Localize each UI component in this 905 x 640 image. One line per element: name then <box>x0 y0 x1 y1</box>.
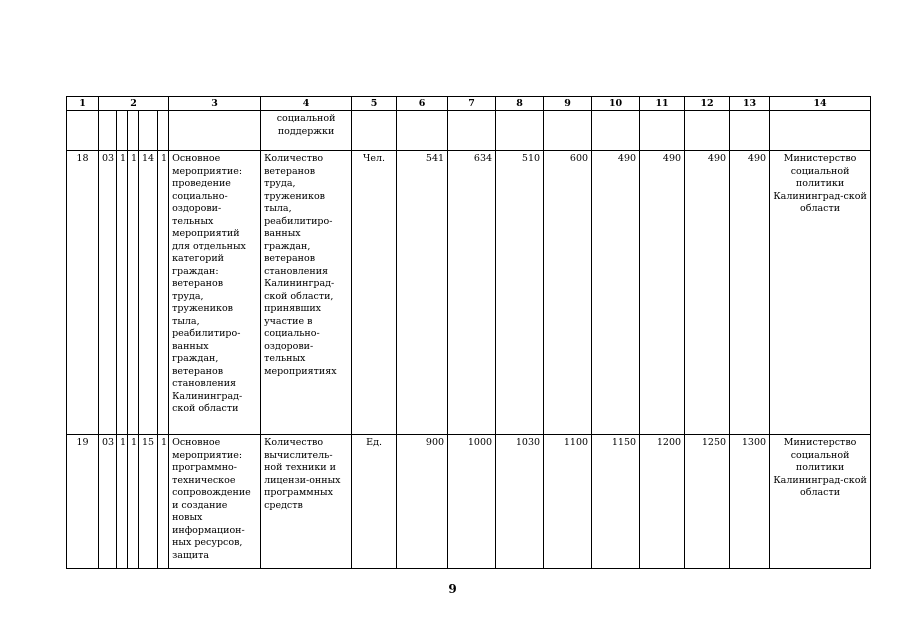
unit-cell: Ед. <box>352 435 397 569</box>
value-cell: 490 <box>685 151 730 435</box>
indicator-cell: социальной поддержки <box>261 111 352 151</box>
code-cell: 1 <box>128 151 139 435</box>
indicator-table <box>66 96 871 569</box>
code-cell: 1 <box>158 435 169 569</box>
code-cell: 1 <box>128 435 139 569</box>
table-row <box>67 435 871 569</box>
row-number: 19 <box>67 435 99 569</box>
header-cell: 7 <box>448 97 496 111</box>
value-cell: 1000 <box>448 435 496 569</box>
event-cell: Основное мероприятие: программно-техническое сопровождение и создание новых информацион-ных ресурсов, защита <box>169 435 261 569</box>
code-cell: 03 <box>99 151 117 435</box>
header-cell: 5 <box>352 97 397 111</box>
table-row <box>67 151 871 435</box>
code-cell: 1 <box>117 435 128 569</box>
unit-cell: Чел. <box>352 151 397 435</box>
header-cell: 3 <box>169 97 261 111</box>
value-cell: 1200 <box>640 435 685 569</box>
page-number: 9 <box>448 582 457 596</box>
header-cell: 14 <box>770 97 871 111</box>
header-cell: 10 <box>592 97 640 111</box>
value-cell: 1100 <box>544 435 592 569</box>
executor-cell: Министерство социальной политики Калининград-ской области <box>770 435 871 569</box>
value-cell: 1250 <box>685 435 730 569</box>
code-cell: 15 <box>139 435 158 569</box>
value-cell: 900 <box>397 435 448 569</box>
indicator-cell: Количество ветеранов труда, тружеников тыла, реабилитиро-ванных граждан, ветеранов становления Калининград-ской области, принявших участие в социально-оздорови-тельных мероприятиях <box>261 151 352 435</box>
value-cell: 490 <box>730 151 770 435</box>
header-cell: 9 <box>544 97 592 111</box>
header-cell: 8 <box>496 97 544 111</box>
row-number: 18 <box>67 151 99 435</box>
indicator-cell: Количество вычислитель-ной техники и лицензи-онных программных средств <box>261 435 352 569</box>
value-cell: 541 <box>397 151 448 435</box>
header-cell: 1 <box>67 97 99 111</box>
header-cell: 6 <box>397 97 448 111</box>
header-cell: 13 <box>730 97 770 111</box>
header-cell: 4 <box>261 97 352 111</box>
executor-cell: Министерство социальной политики Калининград-ской области <box>770 151 871 435</box>
value-cell: 510 <box>496 151 544 435</box>
value-cell: 490 <box>592 151 640 435</box>
continuation-row <box>67 111 871 151</box>
header-cell: 2 <box>99 97 169 111</box>
value-cell: 1030 <box>496 435 544 569</box>
code-cell: 1 <box>158 151 169 435</box>
code-cell: 03 <box>99 435 117 569</box>
value-cell: 600 <box>544 151 592 435</box>
code-cell: 14 <box>139 151 158 435</box>
code-cell: 1 <box>117 151 128 435</box>
header-row <box>67 97 871 111</box>
event-cell: Основное мероприятие: проведение социально-оздорови-тельных мероприятий для отдельных категорий граждан: ветеранов труда, тружеников тыла, реабилитиро-ванных граждан, ветеранов становления Калининград-ской области <box>169 151 261 435</box>
value-cell: 490 <box>640 151 685 435</box>
value-cell: 634 <box>448 151 496 435</box>
header-cell: 11 <box>640 97 685 111</box>
header-cell: 12 <box>685 97 730 111</box>
value-cell: 1150 <box>592 435 640 569</box>
value-cell: 1300 <box>730 435 770 569</box>
